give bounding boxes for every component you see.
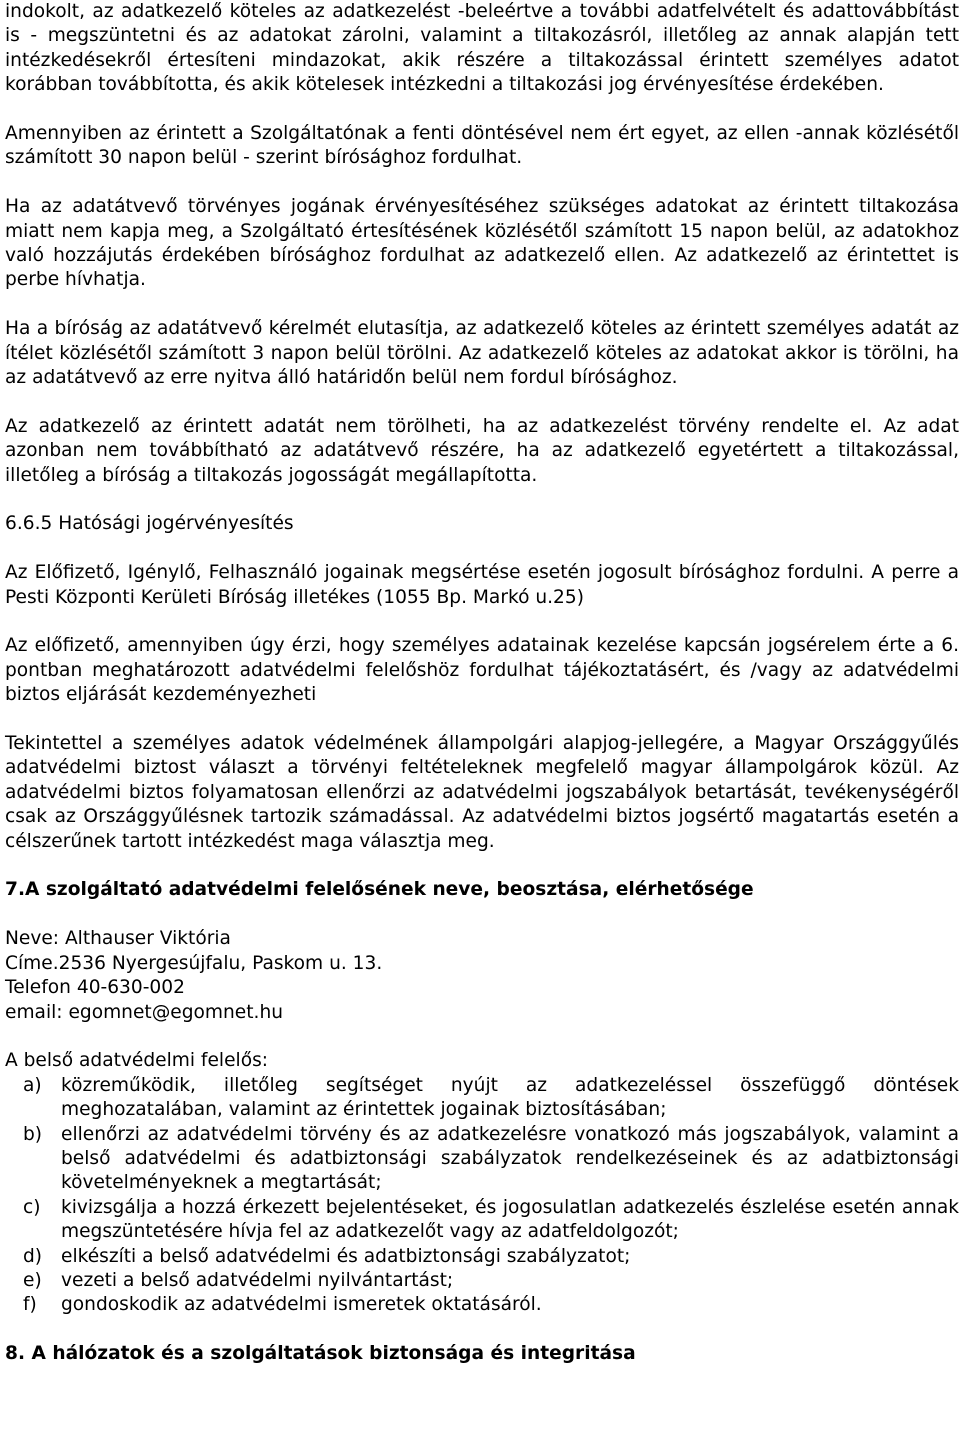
list-marker: d) [23, 1245, 43, 1267]
responsibilities-list [5, 1074, 959, 1318]
contact-name: Neve: Althauser Viktória [5, 928, 231, 950]
list-item [5, 1269, 959, 1293]
contact-address: Címe.2536 Nyergesújfalu, Paskom u. 13. [5, 952, 383, 974]
list-item-text: elkészíti a belső adatvédelmi és adatbiztonsági szabályzatot; [61, 1245, 631, 1267]
list-item [5, 1293, 959, 1317]
paragraph-subscriber-complaint: Az előfizető, amennyiben úgy érzi, hogy személyes adatainak kezelése kapcsán jogsérelem érte a 6. pontban meghatározott adatvédelmi felelőshöz fordulhat tájékoztatásért, és /vagy az adatvédelmi biztos eljárását kezdeményezheti [5, 635, 959, 706]
contact-email: email: egomnet@egomnet.hu [5, 1001, 284, 1023]
paragraph-subscriber-rights: Az Előfizető, Igénylő, Felhasználó jogainak megsértése esetén jogosult bírósághoz fordulni. A perre a Pesti Központi Kerületi Bíróság illetékes (1055 Bp. Markó u.25) [5, 562, 959, 608]
list-marker: b) [23, 1123, 43, 1145]
list-marker: f) [23, 1294, 37, 1316]
document-page [5, 0, 959, 1367]
list-item-text: gondoskodik az adatvédelmi ismeretek oktatásáról. [61, 1294, 542, 1316]
list-item-text: vezeti a belső adatvédelmi nyilvántartást; [61, 1269, 454, 1291]
list-item [5, 1196, 959, 1245]
paragraph-deletion-restriction: Az adatkezelő az érintett adatát nem törölheti, ha az adatkezelést törvény rendelte el. Az adat azonban nem továbbítható az adatátvevő részére, ha az adatkezelő egyetértett a tiltakozással, illetőleg a bíróság a tiltakozás jogosságát megállapította. [5, 415, 959, 486]
list-marker: a) [23, 1074, 42, 1096]
list-item-text: kivizsgálja a hozzá érkezett bejelentéseket, és jogosulatlan adatkezelés észlelése esetén annak megszüntetésére hívja fel az adatkezelőt vagy az adatfeldolgozót; [61, 1196, 959, 1243]
list-item-text: közreműködik, illetőleg segítséget nyújt az adatkezeléssel összefüggő döntések meghozatalában, valamint az érintettek jogainak biztosításában; [61, 1074, 959, 1121]
list-item-text: ellenőrzi az adatvédelmi törvény és az adatkezelésre vonatkozó más jogszabályok, valamint a belső adatvédelmi és adatbiztonsági szabályzatok rendelkezéseinek és az adatbiztonsági követelményeknek a megtartását; [61, 1123, 959, 1194]
list-item [5, 1245, 959, 1269]
contact-block [5, 927, 959, 1025]
section-heading-7: 7.A szolgáltató adatvédelmi felelősének neve, beosztása, elérhetősége [5, 879, 754, 901]
list-item [5, 1074, 959, 1123]
paragraph-objection-handling: indokolt, az adatkezelő köteles az adatkezelést -beleértve a további adatfelvételt és adattovábbítást is - megszüntetni és az adatokat zárolni, valamint a tiltakozásról, illetőleg az annak alapján tett intézkedésekről értesíteni mindazokat, akik részére a tiltakozással érintett személyes adatot korábban továbbította, és akik kötelesek intézkedni a tiltakozási jog érvényesítése érdekében. [5, 1, 959, 96]
list-marker: c) [23, 1196, 41, 1218]
paragraph-court-appeal: Amennyiben az érintett a Szolgáltatónak a fenti döntésével nem ért egyet, az ellen -annak közlésétől számított 30 napon belül - szerint bírósághoz fordulhat. [5, 123, 959, 169]
paragraph-recipient-court: Ha az adatátvevő törvényes jogának érvényesítéséhez szükséges adatokat az érintett tiltakozása miatt nem kapja meg, a Szolgáltató értesítésének közlésétől számított 15 napon belül, az adatokhoz való hozzájutás érdekében bírósághoz fordulhat az adatkezelő ellen. Az adatkezelő az érintettet is perbe hívhatja. [5, 196, 959, 291]
list-marker: e) [23, 1269, 42, 1291]
list-item [5, 1123, 959, 1196]
section-heading-665: 6.6.5 Hatósági jogérvényesítés [5, 513, 294, 535]
paragraph-data-protection-commissioner: Tekintettel a személyes adatok védelmének állampolgári alapjog-jellegére, a Magyar Országgyűlés adatvédelmi biztost választ a törvényi feltételeknek megfelelő magyar állampolgárok közül. Az adatvédelmi biztos folyamatosan ellenőrzi az adatvédelmi jogszabályok betartását, tevékenységéről csak az Országgyűlésnek tartozik számadással. Az adatvédelmi biztos jogsértő magatartás esetén a célszerűnek tartott intézkedést maga választja meg. [5, 733, 959, 852]
section-heading-8: 8. A hálózatok és a szolgáltatások biztonsága és integritása [5, 1343, 636, 1365]
paragraph-court-rejection: Ha a bíróság az adatátvevő kérelmét elutasítja, az adatkezelő köteles az érintett személyes adatát az ítélet közlésétől számított 3 napon belül törölni. Az adatkezelő köteles az adatokat akkor is törölni, ha az adatátvevő az erre nyitva álló határidőn belül nem fordul bírósághoz. [5, 318, 959, 389]
list-intro: A belső adatvédelmi felelős: [5, 1050, 269, 1072]
contact-phone: Telefon 40-630-002 [5, 977, 185, 999]
